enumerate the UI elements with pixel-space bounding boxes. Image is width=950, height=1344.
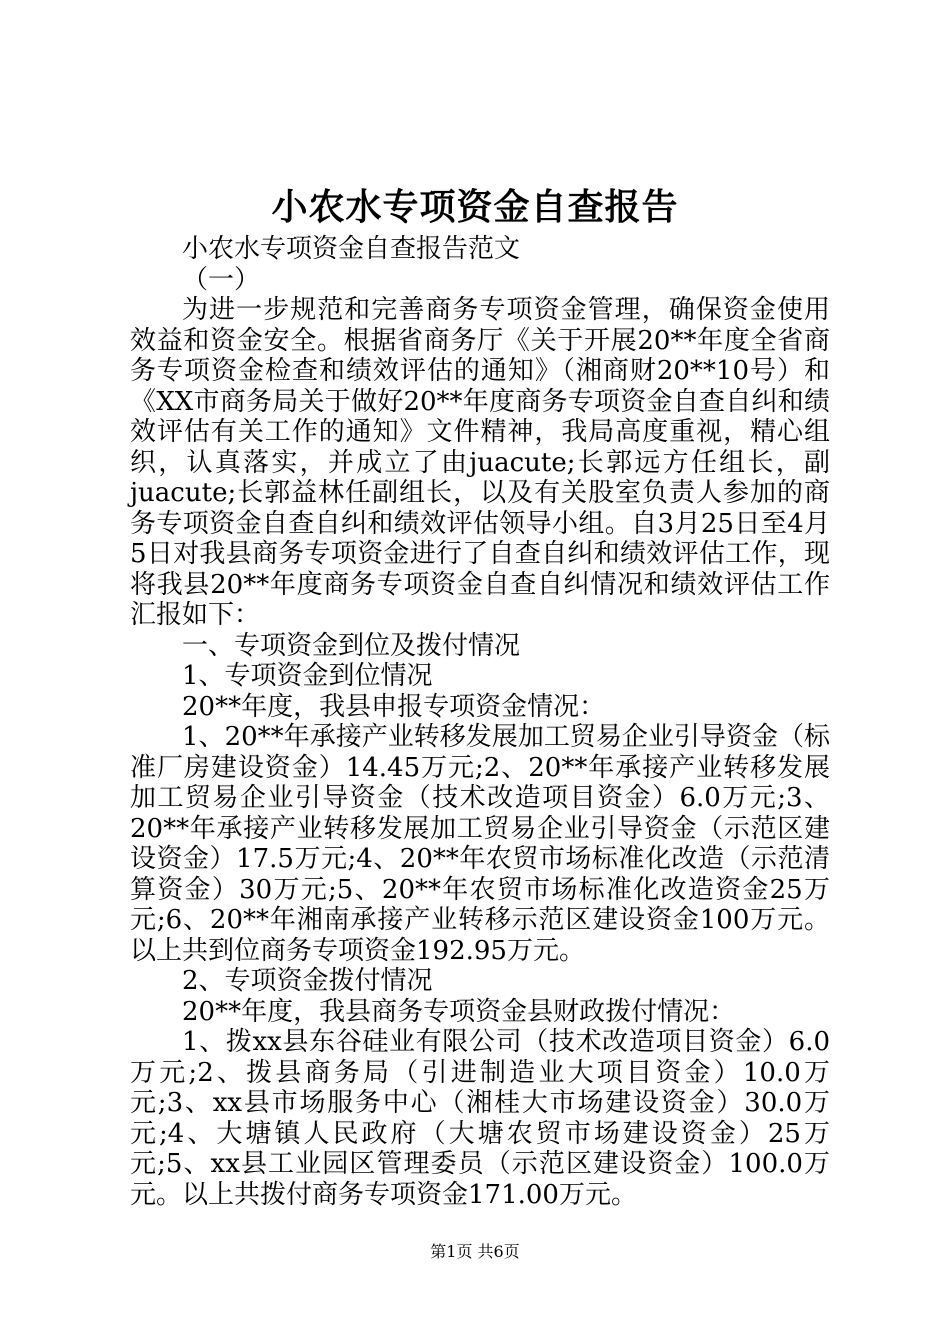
document-body (130, 234, 830, 1210)
page-number-footer: 第1页 共6页 (430, 1242, 520, 1261)
paragraph-section-number: （一） (182, 264, 261, 295)
heading-section-one: 一、专项资金到位及拨付情况 (182, 630, 521, 661)
paragraph-introduction: 为进一步规范和完善商务专项资金管理，确保资金使用效益和资金安全。根据省商务厅《关于开展20**年度全省商务专项资金检查和绩效评估的通知》（湘商财20**10号）和《XX市商务局关于做好20**年度商务专项资金自查自纠和绩效评估有关工作的通知》文件精神，我局高度重视，精心组织，认真落实，并成立了由juacute;长郭远方任组长，副juacute;长郭益林任副组长，以及有关股室负责人参加的商务专项资金自查自纠和绩效评估领导小组。自3月25日至4月5日对我县商务专项资金进行了自查自纠和绩效评估工作，现将我县20**年度商务专项资金自查自纠情况和绩效评估工作汇报如下： (130, 295, 830, 630)
paragraph-funds-declared: 20**年度，我县申报专项资金情况： (182, 691, 606, 722)
paragraph-subtitle: 小农水专项资金自查报告范文 (182, 234, 521, 264)
paragraph-funds-arrival-list: 1、20**年承接产业转移发展加工贸易企业引导资金（标准厂房建设资金）14.45万元;2、20**年承接产业转移发展加工贸易企业引导资金（技术改造项目资金）6.0万元;3、20**年承接产业转移发展加工贸易企业引导资金（示范区建设资金）17.5万元;4、20**年农贸市场标准化改造（示范清算资金）30万元;5、20**年农贸市场标准化改造资金25万元;6、20**年湘南承接产业转移示范区建设资金100万元。以上共到位商务专项资金192.95万元。 (130, 722, 830, 966)
heading-funds-arrival: 1、专项资金到位情况 (182, 661, 433, 691)
paragraph-funds-disbursed: 20**年度，我县商务专项资金县财政拨付情况： (182, 996, 736, 1027)
heading-funds-disbursement: 2、专项资金拨付情况 (182, 966, 433, 996)
document-title: 小农水专项资金自查报告 (271, 186, 679, 228)
paragraph-funds-disbursement-list: 1、拨xx县东谷硅业有限公司（技术改造项目资金）6.0万元;2、拨县商务局（引进制造业大项目资金）10.0万元;3、xx县市场服务中心（湘桂大市场建设资金）30.0万元;4、大塘镇人民政府（大塘农贸市场建设资金）25万元;5、xx县工业园区管理委员（示范区建设资金）100.0万元。以上共拨付商务专项资金171.00万元。 (130, 1027, 830, 1210)
